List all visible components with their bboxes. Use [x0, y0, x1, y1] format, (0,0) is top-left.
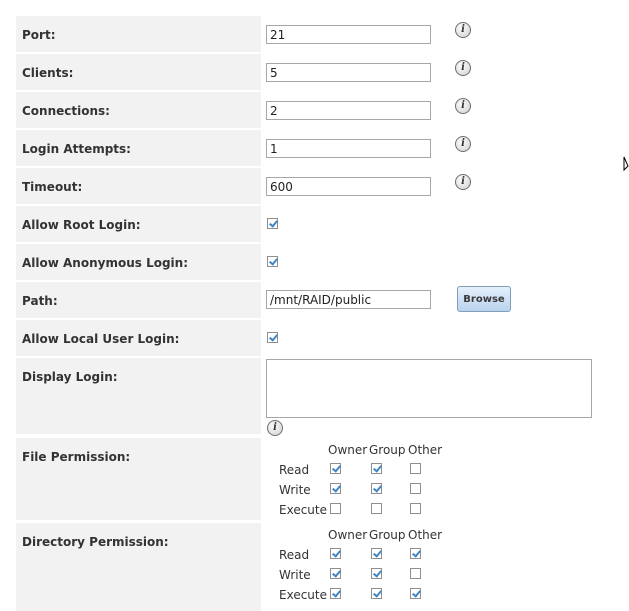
- file-read-other-checkbox[interactable]: [410, 463, 421, 474]
- file-write-group-checkbox[interactable]: [371, 483, 382, 494]
- display-login-info-icon[interactable]: i: [267, 420, 283, 436]
- path-input[interactable]: [266, 290, 431, 309]
- clients-label: Clients:: [22, 66, 74, 80]
- timeout-info-icon[interactable]: i: [455, 174, 471, 190]
- file-read-group-checkbox[interactable]: [371, 463, 382, 474]
- row-label-read: Read: [279, 548, 310, 562]
- label-cell: [16, 320, 261, 356]
- file-execute-other-checkbox[interactable]: [410, 503, 421, 514]
- dir-read-other-checkbox[interactable]: [410, 548, 421, 559]
- timeout-input[interactable]: [266, 177, 431, 196]
- timeout-label: Timeout:: [22, 180, 83, 194]
- dir-execute-group-checkbox[interactable]: [371, 588, 382, 599]
- allow-anonymous-login-label: Allow Anonymous Login:: [22, 256, 189, 270]
- row-label-execute: Execute: [279, 588, 327, 602]
- column-header-group: Group: [369, 528, 406, 542]
- mouse-cursor-icon: [623, 156, 629, 172]
- connections-info-icon[interactable]: i: [455, 98, 471, 114]
- file-execute-group-checkbox[interactable]: [371, 503, 382, 514]
- port-label: Port:: [22, 28, 56, 42]
- clients-input[interactable]: [266, 63, 431, 82]
- file-execute-owner-checkbox[interactable]: [330, 503, 341, 514]
- login-attempts-info-icon[interactable]: i: [455, 136, 471, 152]
- browse-button[interactable]: Browse: [457, 286, 511, 312]
- allow-anonymous-login-checkbox[interactable]: [267, 256, 278, 267]
- label-cell: [16, 92, 261, 128]
- login-attempts-label: Login Attempts:: [22, 142, 131, 156]
- file-read-owner-checkbox[interactable]: [330, 463, 341, 474]
- file-write-owner-checkbox[interactable]: [330, 483, 341, 494]
- file-write-other-checkbox[interactable]: [410, 483, 421, 494]
- connections-input[interactable]: [266, 101, 431, 120]
- label-cell: [16, 168, 261, 204]
- clients-info-icon[interactable]: i: [455, 60, 471, 76]
- row-label-execute: Execute: [279, 503, 327, 517]
- row-label-read: Read: [279, 463, 310, 477]
- row-label-write: Write: [279, 568, 311, 582]
- allow-local-user-login-row: [16, 320, 629, 356]
- file-permission-label: File Permission:: [22, 450, 131, 464]
- label-cell: [16, 438, 261, 520]
- connections-label: Connections:: [22, 104, 110, 118]
- label-cell: [16, 282, 261, 318]
- label-cell: [16, 244, 261, 280]
- dir-read-owner-checkbox[interactable]: [330, 548, 341, 559]
- label-cell: [16, 206, 261, 242]
- allow-local-user-login-checkbox[interactable]: [267, 332, 278, 343]
- dir-write-group-checkbox[interactable]: [371, 568, 382, 579]
- column-header-group: Group: [369, 443, 406, 457]
- dir-execute-owner-checkbox[interactable]: [330, 588, 341, 599]
- display-login-label: Display Login:: [22, 370, 118, 384]
- column-header-other: Other: [408, 528, 443, 542]
- allow-root-login-label: Allow Root Login:: [22, 218, 141, 232]
- directory-permission-label: Directory Permission:: [22, 535, 169, 549]
- row-label-write: Write: [279, 483, 311, 497]
- allow-root-login-checkbox[interactable]: [267, 218, 278, 229]
- display-login-textarea[interactable]: [266, 359, 592, 418]
- column-header-other: Other: [408, 443, 443, 457]
- label-cell: [16, 130, 261, 166]
- port-input[interactable]: [266, 25, 431, 44]
- dir-write-other-checkbox[interactable]: [410, 568, 421, 579]
- label-cell: [16, 16, 261, 52]
- login-attempts-input[interactable]: [266, 139, 431, 158]
- label-cell: [16, 54, 261, 90]
- dir-write-owner-checkbox[interactable]: [330, 568, 341, 579]
- dir-read-group-checkbox[interactable]: [371, 548, 382, 559]
- dir-execute-other-checkbox[interactable]: [410, 588, 421, 599]
- allow-root-login-row: [16, 206, 629, 242]
- column-header-owner: Owner: [328, 443, 368, 457]
- label-cell: [16, 358, 261, 434]
- port-info-icon[interactable]: i: [455, 22, 471, 38]
- path-label: Path:: [22, 294, 58, 308]
- allow-local-user-login-label: Allow Local User Login:: [22, 332, 180, 346]
- allow-anonymous-login-row: [16, 244, 629, 280]
- label-cell: [16, 523, 261, 611]
- column-header-owner: Owner: [328, 528, 368, 542]
